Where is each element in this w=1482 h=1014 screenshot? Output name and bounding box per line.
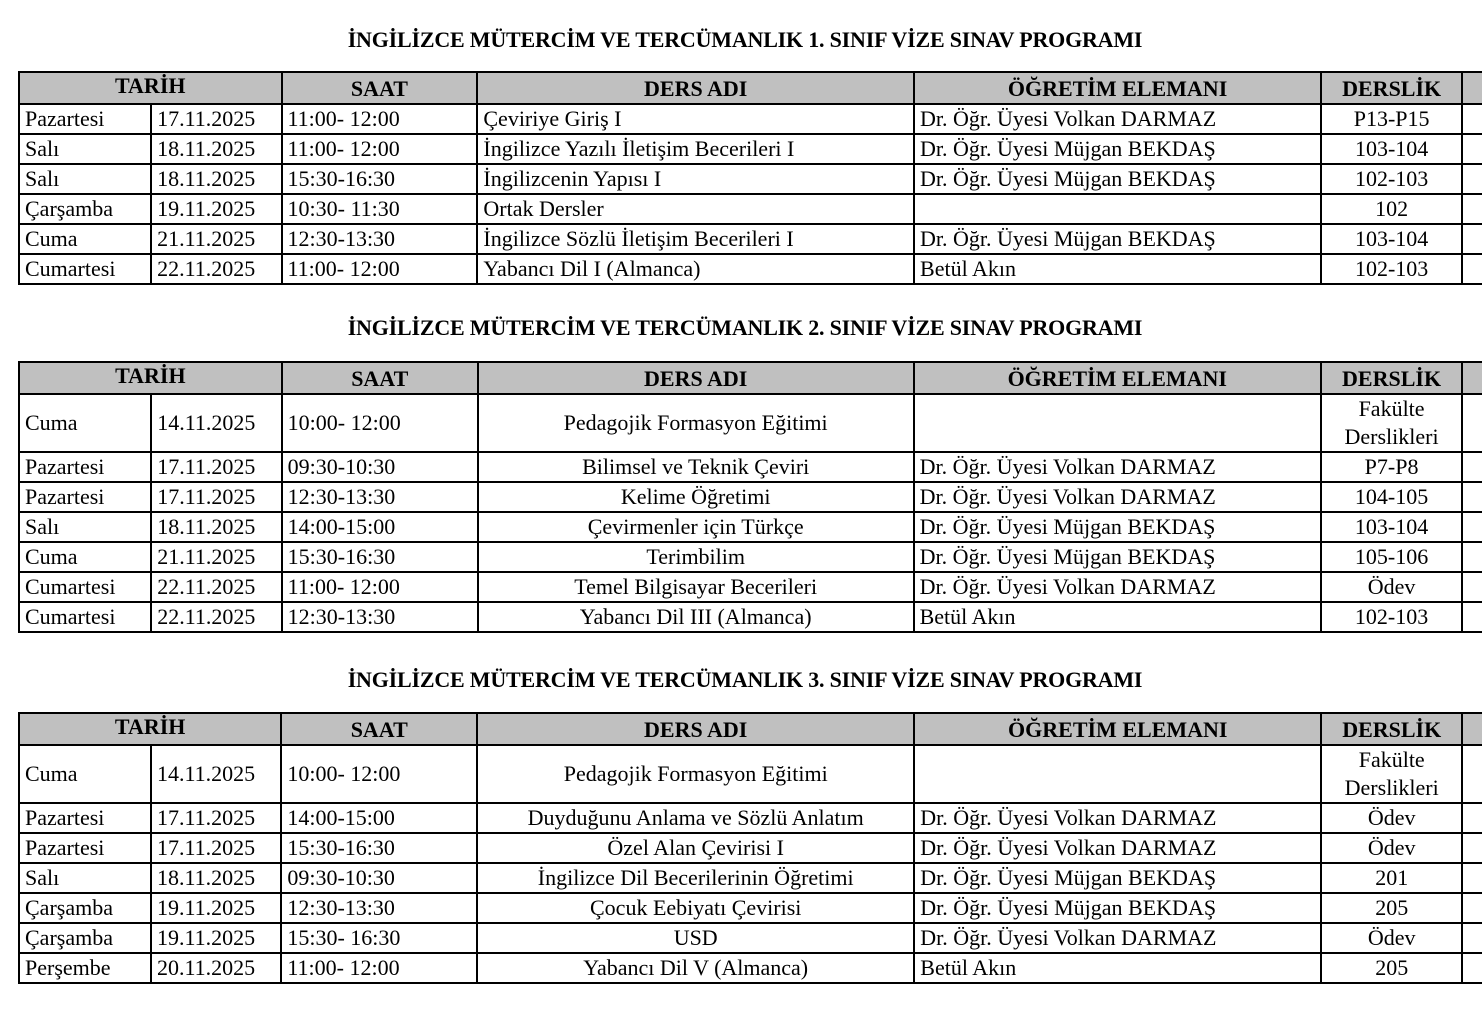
room-cell: 103-104 — [1321, 512, 1462, 542]
date-cell: 19.11.2025 — [151, 194, 281, 224]
instructor-cell: Dr. Öğr. Üyesi Müjgan BEKDAŞ — [914, 893, 1321, 923]
course-cell: Özel Alan Çevirisi I — [477, 833, 914, 863]
room-line-1: Fakülte — [1358, 747, 1425, 772]
extra-cell — [1462, 452, 1482, 482]
room-cell: Ödev — [1321, 803, 1462, 833]
header-saat: SAAT — [282, 362, 478, 394]
date-cell: 17.11.2025 — [151, 104, 281, 134]
time-cell: 11:00- 12:00 — [282, 254, 478, 284]
room-line-1: Fakülte — [1358, 396, 1425, 421]
time-cell: 09:30-10:30 — [282, 452, 478, 482]
table-row — [19, 602, 1482, 632]
course-cell: Yabancı Dil V (Almanca) — [477, 953, 914, 983]
room-cell: 102-103 — [1321, 254, 1462, 284]
course-cell: Bilimsel ve Teknik Çeviri — [478, 452, 914, 482]
room-cell: P13-P15 — [1321, 104, 1462, 134]
course-cell: USD — [477, 923, 914, 953]
extra-cell — [1462, 923, 1482, 953]
date-cell: 21.11.2025 — [151, 224, 281, 254]
extra-cell — [1462, 803, 1482, 833]
header-saat: SAAT — [282, 72, 478, 104]
table-row — [19, 833, 1482, 863]
instructor-cell: Dr. Öğr. Üyesi Müjgan BEKDAŞ — [914, 863, 1321, 893]
instructor-cell: Dr. Öğr. Üyesi Volkan DARMAZ — [914, 482, 1321, 512]
day-cell: Pazartesi — [19, 482, 151, 512]
room-cell: 103-104 — [1321, 224, 1462, 254]
day-cell: Cuma — [19, 394, 151, 452]
day-cell: Cuma — [19, 542, 151, 572]
extra-cell — [1462, 254, 1482, 284]
time-cell: 14:00-15:00 — [282, 512, 478, 542]
date-cell: 22.11.2025 — [151, 254, 281, 284]
day-cell: Cuma — [19, 745, 151, 803]
date-cell: 17.11.2025 — [151, 833, 281, 863]
day-cell: Cumartesi — [19, 572, 151, 602]
time-cell: 11:00- 12:00 — [281, 953, 477, 983]
day-cell: Pazartesi — [19, 452, 151, 482]
time-cell: 12:30-13:30 — [282, 602, 478, 632]
extra-cell — [1462, 602, 1482, 632]
table-row — [19, 104, 1482, 134]
extra-cell — [1462, 745, 1482, 803]
header-derslik: DERSLİK — [1321, 713, 1462, 745]
header-tarih: TARİH — [19, 72, 282, 104]
instructor-cell: Dr. Öğr. Üyesi Volkan DARMAZ — [914, 452, 1321, 482]
table-header-row — [19, 72, 1482, 104]
time-cell: 15:30-16:30 — [282, 542, 478, 572]
day-cell: Pazartesi — [19, 833, 151, 863]
day-cell: Perşembe — [19, 953, 151, 983]
time-cell: 10:00- 12:00 — [282, 394, 478, 452]
course-cell: Temel Bilgisayar Becerileri — [478, 572, 914, 602]
section-2-title: İNGİLİZCE MÜTERCİM VE TERCÜMANLIK 2. SINIF VİZE SINAV PROGRAMI — [347, 315, 1143, 340]
date-cell: 18.11.2025 — [151, 134, 281, 164]
course-cell: Duyduğunu Anlama ve Sözlü Anlatım — [477, 803, 914, 833]
date-cell: 20.11.2025 — [151, 953, 281, 983]
date-cell: 18.11.2025 — [151, 164, 281, 194]
course-cell: Çeviriye Giriş I — [477, 104, 914, 134]
instructor-cell — [914, 194, 1321, 224]
extra-cell — [1462, 394, 1482, 452]
header-ogretim-elemani: ÖĞRETİM ELEMANI — [914, 72, 1321, 104]
time-cell: 11:00- 12:00 — [282, 104, 478, 134]
course-cell: İngilizce Yazılı İletişim Becerileri I — [477, 134, 914, 164]
table-header-row — [19, 362, 1482, 394]
day-cell: Cumartesi — [19, 602, 151, 632]
table-row — [19, 803, 1482, 833]
time-cell: 15:30-16:30 — [281, 833, 477, 863]
course-cell: Yabancı Dil I (Almanca) — [477, 254, 914, 284]
course-cell: Pedagojik Formasyon Eğitimi — [478, 394, 914, 452]
course-cell: Yabancı Dil III (Almanca) — [478, 602, 914, 632]
header-ders-adi: DERS ADI — [478, 362, 914, 394]
table-row — [19, 863, 1482, 893]
time-cell: 14:00-15:00 — [281, 803, 477, 833]
day-cell: Çarşamba — [19, 923, 151, 953]
course-cell: Ortak Dersler — [477, 194, 914, 224]
header-saat: SAAT — [281, 713, 477, 745]
header-derslik: DERSLİK — [1321, 72, 1462, 104]
extra-cell — [1462, 512, 1482, 542]
date-cell: 18.11.2025 — [151, 863, 281, 893]
instructor-cell: Dr. Öğr. Üyesi Volkan DARMAZ — [914, 104, 1321, 134]
course-cell: İngilizce Sözlü İletişim Becerileri I — [477, 224, 914, 254]
extra-cell — [1462, 833, 1482, 863]
table-row — [19, 923, 1482, 953]
instructor-cell: Dr. Öğr. Üyesi Müjgan BEKDAŞ — [914, 224, 1321, 254]
date-cell: 19.11.2025 — [151, 923, 281, 953]
day-cell: Pazartesi — [19, 104, 151, 134]
section-1-title: İNGİLİZCE MÜTERCİM VE TERCÜMANLIK 1. SINIF VİZE SINAV PROGRAMI — [347, 27, 1143, 52]
extra-cell — [1462, 164, 1482, 194]
table-row — [19, 572, 1482, 602]
header-ogretim-elemani: ÖĞRETİM ELEMANI — [914, 362, 1321, 394]
time-cell: 12:30-13:30 — [282, 224, 478, 254]
room-cell: 102-103 — [1321, 602, 1462, 632]
instructor-cell: Dr. Öğr. Üyesi Müjgan BEKDAŞ — [914, 512, 1321, 542]
exam-table-1 — [18, 71, 1482, 285]
time-cell: 12:30-13:30 — [282, 482, 478, 512]
course-cell: Kelime Öğretimi — [478, 482, 914, 512]
room-cell: Ödev — [1321, 833, 1462, 863]
header-extra — [1462, 713, 1482, 745]
table-row — [19, 394, 1482, 452]
table-row — [19, 254, 1482, 284]
header-ders-adi: DERS ADI — [477, 72, 914, 104]
table-row — [19, 893, 1482, 923]
room-cell — [1321, 745, 1462, 803]
extra-cell — [1462, 104, 1482, 134]
instructor-cell: Dr. Öğr. Üyesi Müjgan BEKDAŞ — [914, 134, 1321, 164]
time-cell: 11:00- 12:00 — [282, 134, 478, 164]
day-cell: Salı — [19, 512, 151, 542]
instructor-cell: Dr. Öğr. Üyesi Volkan DARMAZ — [914, 572, 1321, 602]
extra-cell — [1462, 542, 1482, 572]
room-cell: 205 — [1321, 953, 1462, 983]
day-cell: Cuma — [19, 224, 151, 254]
date-cell: 17.11.2025 — [151, 482, 281, 512]
room-cell: 201 — [1321, 863, 1462, 893]
day-cell: Pazartesi — [19, 803, 151, 833]
room-line-2: Derslikleri — [1344, 775, 1439, 800]
room-cell — [1321, 394, 1462, 452]
extra-cell — [1462, 893, 1482, 923]
date-cell: 19.11.2025 — [151, 893, 281, 923]
header-derslik: DERSLİK — [1321, 362, 1462, 394]
time-cell: 10:00- 12:00 — [281, 745, 477, 803]
table-row — [19, 164, 1482, 194]
day-cell: Salı — [19, 134, 151, 164]
day-cell: Cumartesi — [19, 254, 151, 284]
course-cell: İngilizcenin Yapısı I — [477, 164, 914, 194]
course-cell: İngilizce Dil Becerilerinin Öğretimi — [477, 863, 914, 893]
instructor-cell — [914, 745, 1321, 803]
room-cell: Ödev — [1321, 923, 1462, 953]
day-cell: Salı — [19, 863, 151, 893]
instructor-cell: Dr. Öğr. Üyesi Müjgan BEKDAŞ — [914, 542, 1321, 572]
room-cell: Ödev — [1321, 572, 1462, 602]
table-row — [19, 134, 1482, 164]
extra-cell — [1462, 572, 1482, 602]
extra-cell — [1462, 953, 1482, 983]
header-extra — [1462, 362, 1482, 394]
room-line-2: Derslikleri — [1344, 424, 1439, 449]
extra-cell — [1462, 482, 1482, 512]
instructor-cell: Dr. Öğr. Üyesi Müjgan BEKDAŞ — [914, 164, 1321, 194]
course-cell: Pedagojik Formasyon Eğitimi — [477, 745, 914, 803]
table-row — [19, 953, 1482, 983]
date-cell: 18.11.2025 — [151, 512, 281, 542]
header-ogretim-elemani: ÖĞRETİM ELEMANI — [914, 713, 1321, 745]
extra-cell — [1462, 224, 1482, 254]
exam-table-3 — [18, 712, 1482, 984]
instructor-cell: Betül Akın — [914, 602, 1321, 632]
room-cell: P7-P8 — [1321, 452, 1462, 482]
extra-cell — [1462, 194, 1482, 224]
date-cell: 21.11.2025 — [151, 542, 281, 572]
time-cell: 12:30-13:30 — [281, 893, 477, 923]
date-cell: 14.11.2025 — [151, 745, 281, 803]
table-row — [19, 224, 1482, 254]
header-tarih: TARİH — [19, 362, 282, 394]
day-cell: Çarşamba — [19, 194, 151, 224]
instructor-cell: Betül Akın — [914, 953, 1321, 983]
room-cell: 102-103 — [1321, 164, 1462, 194]
date-cell: 22.11.2025 — [151, 602, 281, 632]
header-tarih: TARİH — [19, 713, 281, 745]
day-cell: Çarşamba — [19, 893, 151, 923]
room-cell: 102 — [1321, 194, 1462, 224]
instructor-cell: Dr. Öğr. Üyesi Volkan DARMAZ — [914, 833, 1321, 863]
table-header-row — [19, 713, 1482, 745]
table-row — [19, 512, 1482, 542]
room-cell: 205 — [1321, 893, 1462, 923]
table-row — [19, 482, 1482, 512]
date-cell: 14.11.2025 — [151, 394, 281, 452]
date-cell: 17.11.2025 — [151, 452, 281, 482]
time-cell: 15:30- 16:30 — [281, 923, 477, 953]
header-ders-adi: DERS ADI — [477, 713, 914, 745]
section-3-title: İNGİLİZCE MÜTERCİM VE TERCÜMANLIK 3. SINIF VİZE SINAV PROGRAMI — [347, 667, 1143, 692]
date-cell: 17.11.2025 — [151, 803, 281, 833]
instructor-cell: Dr. Öğr. Üyesi Volkan DARMAZ — [914, 803, 1321, 833]
time-cell: 10:30- 11:30 — [282, 194, 478, 224]
table-row — [19, 452, 1482, 482]
instructor-cell — [914, 394, 1321, 452]
day-cell: Salı — [19, 164, 151, 194]
course-cell: Çevirmenler için Türkçe — [478, 512, 914, 542]
date-cell: 22.11.2025 — [151, 572, 281, 602]
extra-cell — [1462, 863, 1482, 893]
exam-table-2 — [18, 361, 1482, 633]
instructor-cell: Betül Akın — [914, 254, 1321, 284]
extra-cell — [1462, 134, 1482, 164]
room-cell: 103-104 — [1321, 134, 1462, 164]
time-cell: 15:30-16:30 — [282, 164, 478, 194]
room-cell: 105-106 — [1321, 542, 1462, 572]
instructor-cell: Dr. Öğr. Üyesi Volkan DARMAZ — [914, 923, 1321, 953]
table-row — [19, 194, 1482, 224]
time-cell: 11:00- 12:00 — [282, 572, 478, 602]
course-cell: Terimbilim — [478, 542, 914, 572]
room-cell: 104-105 — [1321, 482, 1462, 512]
header-extra — [1462, 72, 1482, 104]
time-cell: 09:30-10:30 — [281, 863, 477, 893]
table-row — [19, 745, 1482, 803]
table-row — [19, 542, 1482, 572]
course-cell: Çocuk Eebiyatı Çevirisi — [477, 893, 914, 923]
